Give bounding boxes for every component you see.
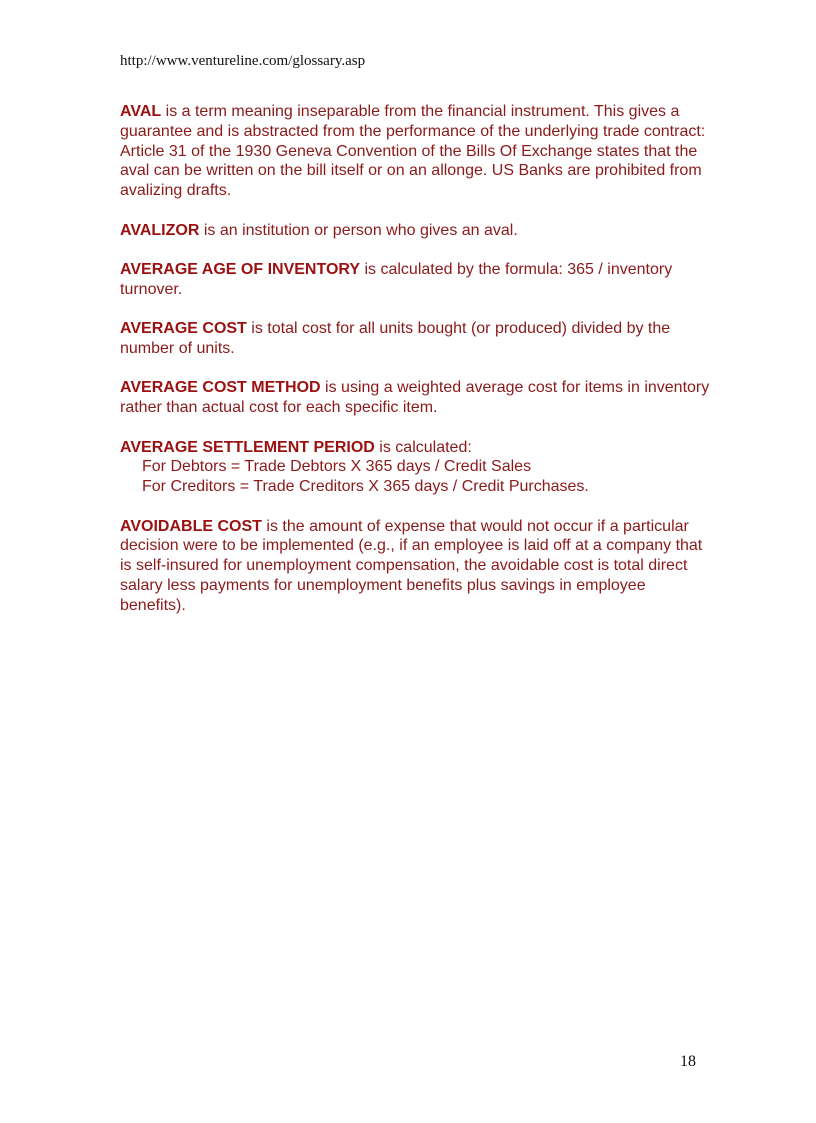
glossary-list [120,102,710,635]
glossary-entry-average-age-of-inventory [120,260,710,300]
glossary-term: AVAL [120,103,162,120]
glossary-definition: is an institution or person who gives an aval. [199,221,518,239]
glossary-definition: is calculated: [374,438,472,456]
glossary-entry-average-cost-method [120,378,710,418]
formula-debtors: For Debtors = Trade Debtors X 365 days / Credit Sales [142,458,532,476]
glossary-term: AVOIDABLE COST [120,517,262,535]
glossary-definition: is a term meaning inseparable from the financial instrument. This gives a guarantee and is abstracted from the performance of the underlying trade contract: Article 31 of the 1930 Geneva Convention of the Bills Of Exchange states that the aval can be written on the bill itself or on an allonge. US Banks are prohibited from avalizing drafts. [120,103,706,200]
glossary-entry-average-settlement-period [120,438,710,497]
glossary-definition: is calculated by the formula: 365 / inventory turnover. [120,260,673,298]
glossary-entry-avoidable-cost [120,517,710,616]
page-number: 18 [680,1053,696,1070]
glossary-term: AVERAGE AGE OF INVENTORY [120,260,361,278]
glossary-entry-aval [120,102,710,201]
formula-creditors: For Creditors = Trade Creditors X 365 days / Credit Purchases. [142,478,589,496]
glossary-term: AVERAGE COST [120,320,247,338]
glossary-entry-avalizor [120,221,710,241]
glossary-term: AVERAGE COST METHOD [120,379,321,397]
glossary-definition: is using a weighted average cost for items in inventory rather than actual cost for each specific item. [120,379,710,417]
glossary-term: AVERAGE SETTLEMENT PERIOD [120,438,375,456]
glossary-term: AVALIZOR [120,221,200,239]
glossary-definition: is the amount of expense that would not occur if a particular decision were to be implemented (e.g., if an employee is laid off at a company that is self-insured for unemployment compensation, the avoidable cost is total direct salary less payments for unemployment benefits plus savings in employee benefits). [120,517,703,614]
glossary-entry-average-cost [120,319,710,359]
header-url: http://www.ventureline.com/glossary.asp [120,53,366,69]
glossary-definition: is total cost for all units bought (or produced) divided by the number of units. [120,320,671,357]
